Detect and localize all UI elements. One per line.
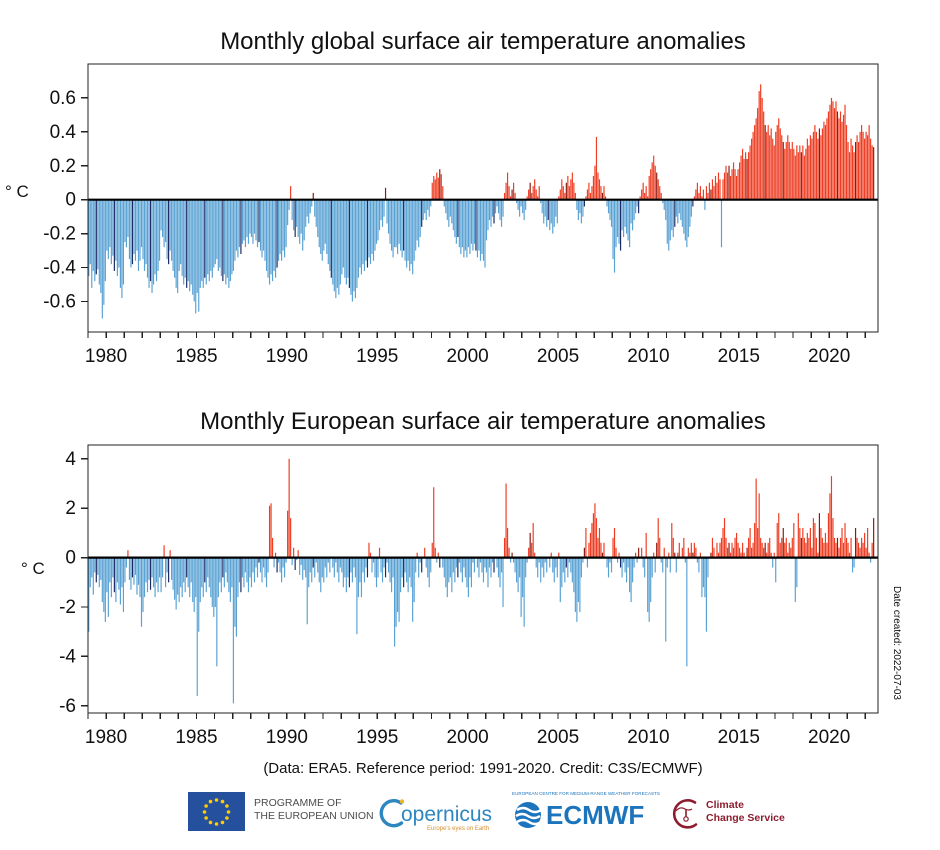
svg-text:2020: 2020 [808, 346, 851, 367]
svg-text:-4: -4 [59, 646, 76, 668]
global-chart-title: Monthly global surface air temperature anomalies [220, 28, 746, 55]
ecmwf-fullname: EUROPEAN CENTRE FOR MEDIUM-RANGE WEATHER FORECASTS [512, 791, 660, 796]
svg-text:2: 2 [65, 498, 76, 520]
svg-text:0.2: 0.2 [49, 155, 76, 177]
svg-text:1985: 1985 [175, 727, 218, 748]
svg-text:0.6: 0.6 [49, 87, 76, 109]
svg-text:-6: -6 [59, 695, 76, 717]
ecmwf-wordmark: ECMWF [546, 800, 645, 830]
svg-text:4: 4 [65, 448, 76, 470]
date-created-label: Date created: 2022-07-03 [891, 586, 902, 700]
svg-text:2015: 2015 [717, 346, 760, 367]
svg-text:0: 0 [65, 189, 76, 211]
svg-text:-2: -2 [59, 597, 76, 619]
eu-programme-line2: THE EUROPEAN UNION [254, 810, 374, 822]
svg-text:1995: 1995 [356, 727, 399, 748]
eu-flag-icon [188, 792, 245, 831]
svg-text:1980: 1980 [84, 346, 128, 367]
svg-text:1990: 1990 [265, 727, 308, 748]
svg-text:2010: 2010 [627, 346, 670, 367]
c3s-line2: Change Service [706, 812, 785, 824]
copernicus-wordmark: opernicus [401, 803, 493, 826]
global-chart-plot [43, 64, 878, 367]
svg-text:2000: 2000 [446, 346, 489, 367]
global-y-axis-unit: ° C [5, 182, 29, 201]
data-credit-caption: (Data: ERA5. Reference period: 1991-2020. Credit: C3S/ECMWF) [263, 760, 703, 777]
svg-text:2010: 2010 [627, 727, 670, 748]
svg-text:0.4: 0.4 [49, 121, 76, 143]
svg-text:-0.6: -0.6 [43, 291, 76, 313]
ecmwf-emblem-icon [515, 802, 541, 828]
svg-text:2000: 2000 [446, 727, 489, 748]
svg-text:-0.2: -0.2 [43, 223, 76, 245]
svg-text:2015: 2015 [717, 727, 760, 748]
svg-text:1995: 1995 [356, 346, 399, 367]
copernicus-tagline: Europe's eyes on Earth [427, 826, 490, 832]
svg-text:1985: 1985 [175, 346, 218, 367]
svg-text:2020: 2020 [808, 727, 851, 748]
svg-text:1990: 1990 [265, 346, 308, 367]
european-chart-title: Monthly European surface air temperature anomalies [200, 408, 766, 435]
svg-text:0: 0 [65, 547, 76, 569]
european-y-axis-unit: ° C [21, 559, 45, 578]
svg-text:1980: 1980 [84, 727, 128, 748]
svg-text:2005: 2005 [536, 346, 580, 367]
eu-programme-line1: PROGRAMME OF [254, 797, 342, 809]
svg-text:2005: 2005 [536, 727, 580, 748]
logos-row [0, 725, 940, 832]
c3s-line1: Climate [706, 799, 744, 811]
svg-text:-0.4: -0.4 [43, 257, 76, 279]
european-chart-plot [59, 445, 878, 748]
